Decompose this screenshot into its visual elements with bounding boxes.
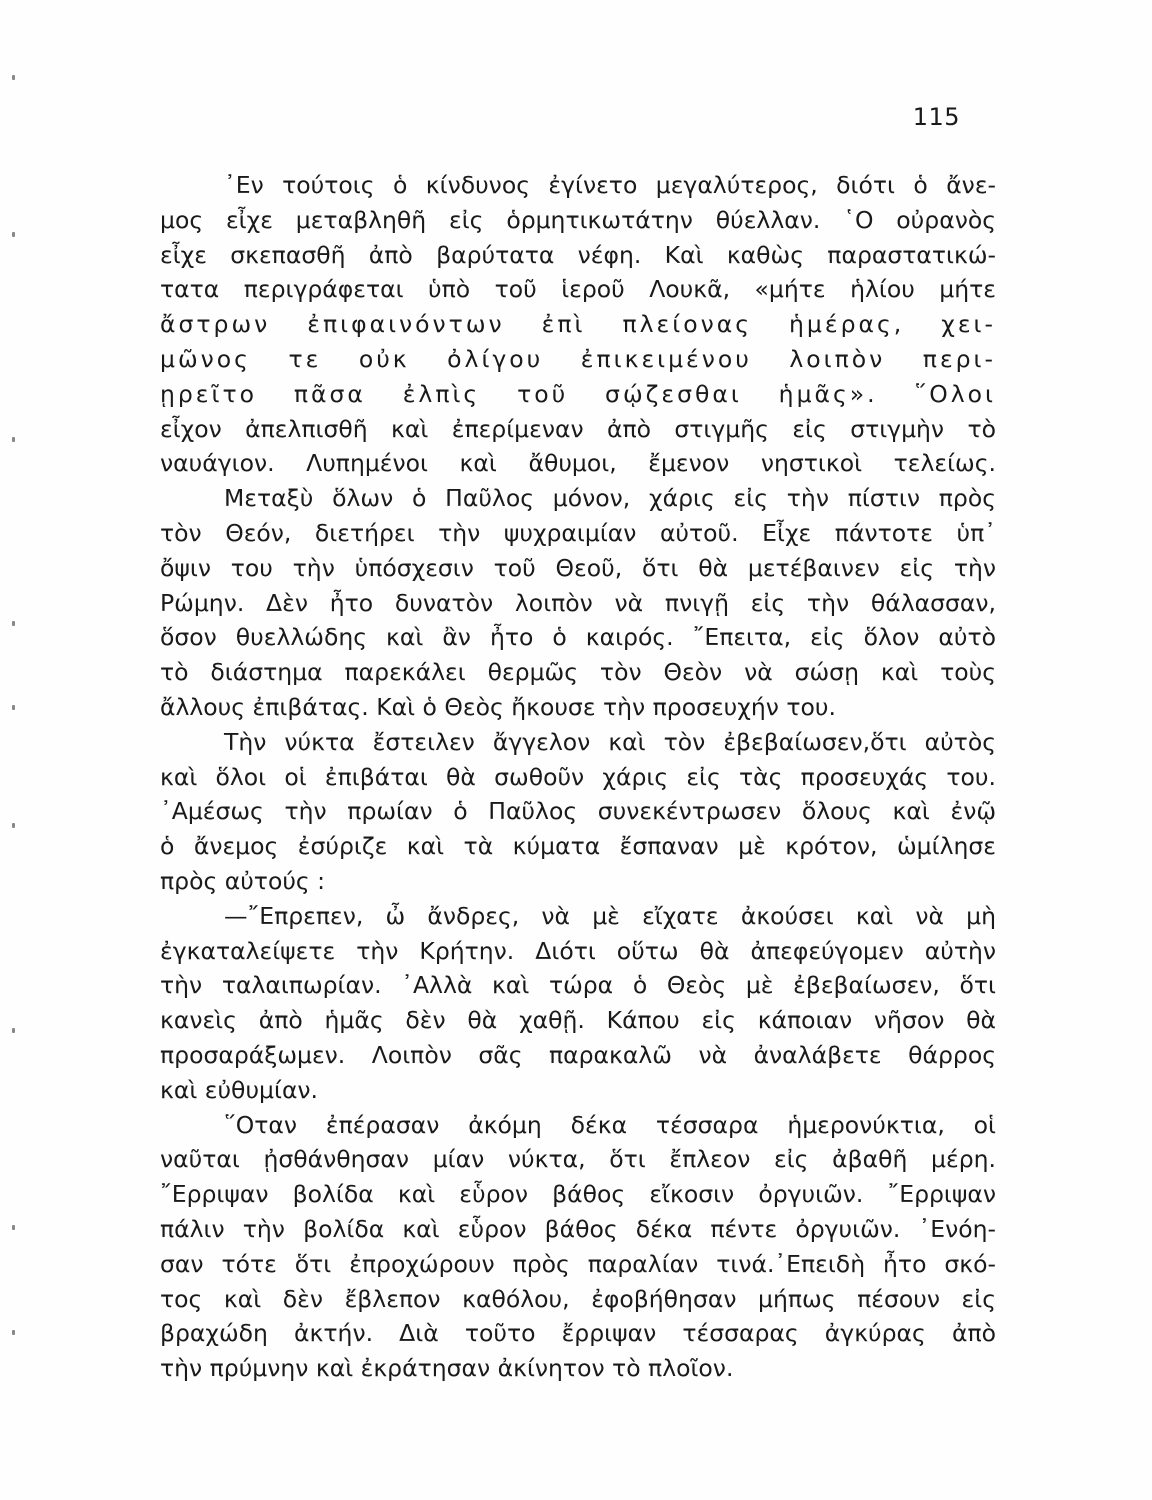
edge-speck <box>12 75 15 80</box>
body-text <box>160 168 996 1386</box>
edge-speck <box>12 437 15 442</box>
text-line: Ρώμην. Δὲν ἦτο δυνατὸν λοιπὸν νὰ πνιγῇ εἰς τὴν θάλασσαν, <box>160 588 996 617</box>
text-line: τατα περιγράφεται ὑπὸ τοῦ ἱεροῦ Λουκᾶ, «μήτε ἡλίου μήτε <box>160 275 996 304</box>
edge-speck <box>12 621 15 626</box>
text-line: τὴν πρύμνην καὶ ἐκράτησαν ἀκίνητον τὸ πλοῖον. <box>160 1354 734 1383</box>
edge-speck <box>12 1028 15 1033</box>
text-line: καὶ εὐθυμίαν. <box>160 1075 319 1104</box>
text-line: βραχώδη ἀκτήν. Διὰ τοῦτο ἔρριψαν τέσσαρας ἀγκύρας ἀπὸ <box>160 1319 996 1348</box>
text-line: τὸν Θεόν, διετήρει τὴν ψυχραιμίαν αὐτοῦ. Εἶχε πάντοτε ὑπ᾿ <box>160 518 996 547</box>
text-line: ὄψιν του τὴν ὑπόσχεσιν τοῦ Θεοῦ, ὅτι θὰ μετέβαινεν εἰς τὴν <box>160 553 996 582</box>
text-line: προσαράξωμεν. Λοιπὸν σᾶς παρακαλῶ νὰ ἀναλάβετε θάρρος <box>160 1040 996 1069</box>
text-line: ναυάγιον. Λυπημένοι καὶ ἄθυμοι, ἔμενον νηστικοὶ τελείως. <box>160 449 996 478</box>
edge-speck <box>12 232 15 237</box>
edge-speck <box>12 823 15 828</box>
text-line: ὅσον θυελλώδης καὶ ἂν ἦτο ὁ καιρός. ῎Επειτα, εἰς ὅλον αὐτὸ <box>160 623 996 652</box>
text-line: ἄστρων ἐπιφαινόντων ἐπὶ πλείονας ἡμέρας, χει- <box>160 310 996 339</box>
text-line: καὶ ὅλοι οἱ ἐπιβάται θὰ σωθοῦν χάρις εἰς τὰς προσευχάς του. <box>160 762 996 791</box>
text-line: εἶχον ἀπελπισθῆ καὶ ἐπερίμεναν ἀπὸ στιγμῆς εἰς στιγμὴν τὸ <box>160 414 996 443</box>
text-line: κανεὶς ἀπὸ ἡμᾶς δὲν θὰ χαθῇ. Κάπου εἰς κάποιαν νῆσον θὰ <box>160 1006 996 1035</box>
text-line: μος εἶχε μεταβληθῆ εἰς ὁρμητικωτάτην θύελλαν. ῾Ο οὐρανὸς <box>160 205 996 234</box>
edge-speck <box>12 1225 15 1230</box>
text-line: ἄλλους ἐπιβάτας. Καὶ ὁ Θεὸς ἤκουσε τὴν προσευχήν του. <box>160 692 836 721</box>
text-line: πρὸς αὐτούς : <box>160 866 326 895</box>
edge-speck <box>12 1330 15 1335</box>
text-line: πάλιν τὴν βολίδα καὶ εὗρον βάθος δέκα πέντε ὀργυιῶν. ᾿Ενόη- <box>160 1214 996 1243</box>
text-line: μῶνος τε οὐκ ὀλίγου ἐπικειμένου λοιπὸν περι- <box>160 344 996 373</box>
text-line: ἐγκαταλείψετε τὴν Κρήτην. Διότι οὕτω θὰ ἀπεφεύγομεν αὐτὴν <box>160 936 996 965</box>
text-line: τος καὶ δὲν ἔβλεπον καθόλου, ἐφοβήθησαν μήπως πέσουν εἰς <box>160 1284 996 1313</box>
edge-speck <box>12 705 15 710</box>
page-number: 115 <box>912 103 960 131</box>
text-line: —῎Επρεπεν, ὦ ἄνδρες, νὰ μὲ εἴχατε ἀκούσει καὶ νὰ μὴ <box>224 901 996 930</box>
text-line: ναῦται ᾐσθάνθησαν μίαν νύκτα, ὅτι ἔπλεον εἰς ἀβαθῆ μέρη. <box>160 1145 996 1174</box>
text-line: ῃρεῖτο πᾶσα ἐλπὶς τοῦ σῴζεσθαι ἡμᾶς». ῞Ολοι <box>160 379 996 408</box>
text-line: σαν τότε ὅτι ἐπροχώρουν πρὸς παραλίαν τινά.᾿Επειδὴ ἦτο σκό- <box>160 1249 996 1278</box>
text-line: ῞Οταν ἐπέρασαν ἀκόμη δέκα τέσσαρα ἡμερονύκτια, οἱ <box>224 1110 996 1139</box>
text-line: ᾿Εν τούτοις ὁ κίνδυνος ἐγίνετο μεγαλύτερος, διότι ὁ ἄνε- <box>224 171 996 199</box>
text-line: τὸ διάστημα παρεκάλει θερμῶς τὸν Θεὸν νὰ σώσῃ καὶ τοὺς <box>160 658 996 687</box>
text-line: τὴν ταλαιπωρίαν. ᾿Αλλὰ καὶ τώρα ὁ Θεὸς μὲ ἐβεβαίωσεν, ὅτι <box>160 971 996 1000</box>
text-line: εἶχε σκεπασθῆ ἀπὸ βαρύτατα νέφη. Καὶ καθὼς παραστατικώ- <box>160 240 996 269</box>
binding-edge <box>0 0 30 1500</box>
text-line: ὁ ἄνεμος ἐσύριζε καὶ τὰ κύματα ἔσπαναν μὲ κρότον, ὡμίλησε <box>160 832 996 861</box>
text-line: ῎Ερριψαν βολίδα καὶ εὗρον βάθος εἴκοσιν ὀργυιῶν. ῎Ερριψαν <box>160 1180 996 1209</box>
text-line: Τὴν νύκτα ἔστειλεν ἄγγελον καὶ τὸν ἐβεβαίωσεν,ὅτι αὐτὸς <box>224 727 996 756</box>
text-line: Μεταξὺ ὅλων ὁ Παῦλος μόνον, χάρις εἰς τὴν πίστιν πρὸς <box>224 484 996 513</box>
text-line: ᾿Αμέσως τὴν πρωίαν ὁ Παῦλος συνεκέντρωσεν ὅλους καὶ ἐνῷ <box>160 797 996 826</box>
